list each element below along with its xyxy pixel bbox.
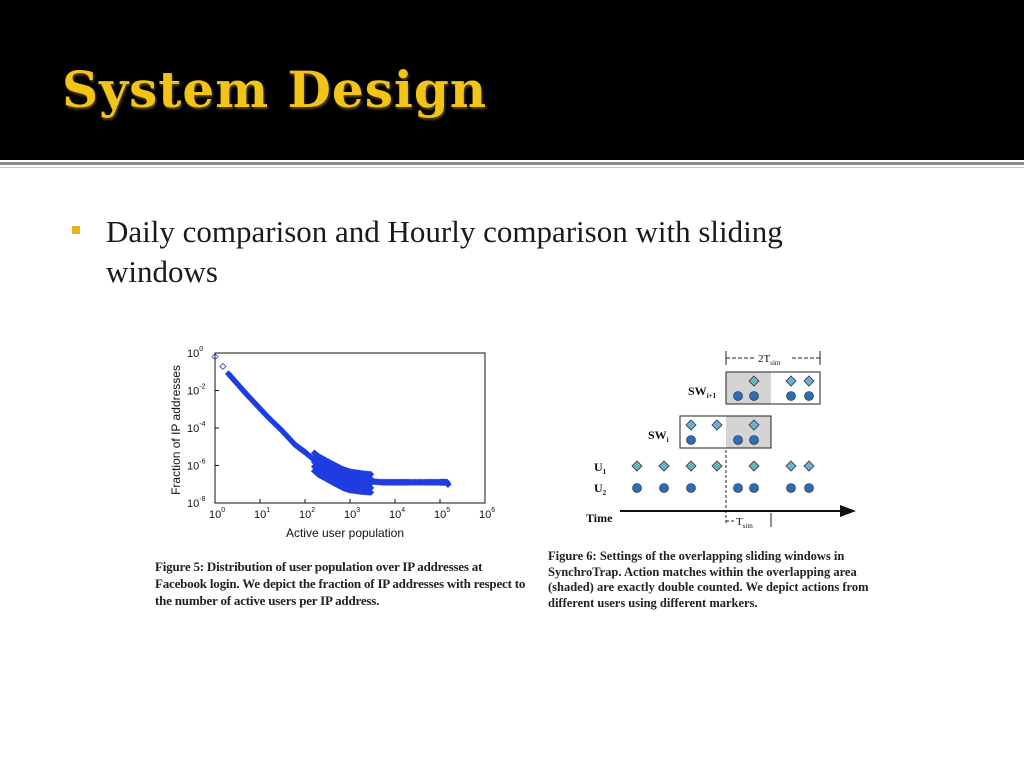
y-tick-label: $10^{-4}$ [187,421,206,435]
y-tick-label: $10^{-8}$ [187,496,206,510]
x-tick-label: $10^1$ [254,507,271,521]
chart-ticks [187,346,495,521]
figure6-caption: Figure 6: Settings of the overlapping sliding windows in SynchroTrap. Action matches within the overlapping area (shaded) are exactly double counted. We depict actions from different users using different markers. [548,549,869,610]
divider-line [0,162,1024,165]
two-t-sim-label: $2T_{sim}$ [758,353,781,367]
circle-marker [787,392,796,401]
diamond-marker [786,461,796,471]
time-arrow-icon [840,505,856,517]
figure6-diagram [540,345,870,535]
x-tick-label: $10^2$ [299,507,316,521]
circle-marker [805,484,814,493]
x-tick-label: $10^3$ [344,507,361,521]
bullet-square-icon [72,226,80,234]
sw-i-label: $SW_i$ [648,428,669,444]
y-tick-label: $10^{-6}$ [187,458,206,473]
chart-points [212,354,451,496]
title-bar [0,0,1024,160]
sw-i1-label: $SW_{i+1}$ [688,384,717,400]
circle-marker [750,484,759,493]
circle-marker [734,436,743,445]
circle-marker [687,484,696,493]
circle-marker [750,392,759,401]
x-tick-label: $10^4$ [389,507,406,521]
slide-title: System Design [62,60,488,119]
divider-line-thin [0,167,1024,168]
x-tick-label: $10^6$ [479,507,496,521]
diamond-marker [659,461,669,471]
diamond-marker [686,461,696,471]
u1-label: $U_1$ [594,460,607,476]
diamond-marker [632,461,642,471]
circle-marker [734,392,743,401]
x-tick-label: $10^5$ [434,507,451,521]
diamond-marker [749,461,759,471]
u2-label: $U_2$ [594,481,607,497]
figure5-caption: Figure 5: Distribution of user population over IP addresses at Facebook login. We depict the fraction of IP addresses with respect to the number of active users per IP address. [155,559,526,608]
figure5-chart [140,335,500,545]
diamond-marker [712,461,722,471]
y-axis-label: Fraction of IP addresses [169,365,183,495]
circle-marker [660,484,669,493]
overlap-shade [726,416,771,448]
x-tick-label: $10^0$ [209,507,226,521]
circle-marker [633,484,642,493]
circle-marker [805,392,814,401]
circle-marker [787,484,796,493]
diamond-marker [804,461,814,471]
overlap-shade [726,372,771,404]
time-label: Time [586,511,613,525]
circle-marker [734,484,743,493]
bullet-text: Daily comparison and Hourly comparison with sliding windows [106,214,783,289]
x-axis-label: Active user population [285,526,405,540]
t-sim-label: $T_{sim}$ [736,516,753,530]
data-point [220,363,226,369]
y-tick-label: $10^{-2}$ [187,383,206,398]
circle-marker [687,436,696,445]
y-tick-label: $10^0$ [187,346,204,360]
circle-marker [750,436,759,445]
